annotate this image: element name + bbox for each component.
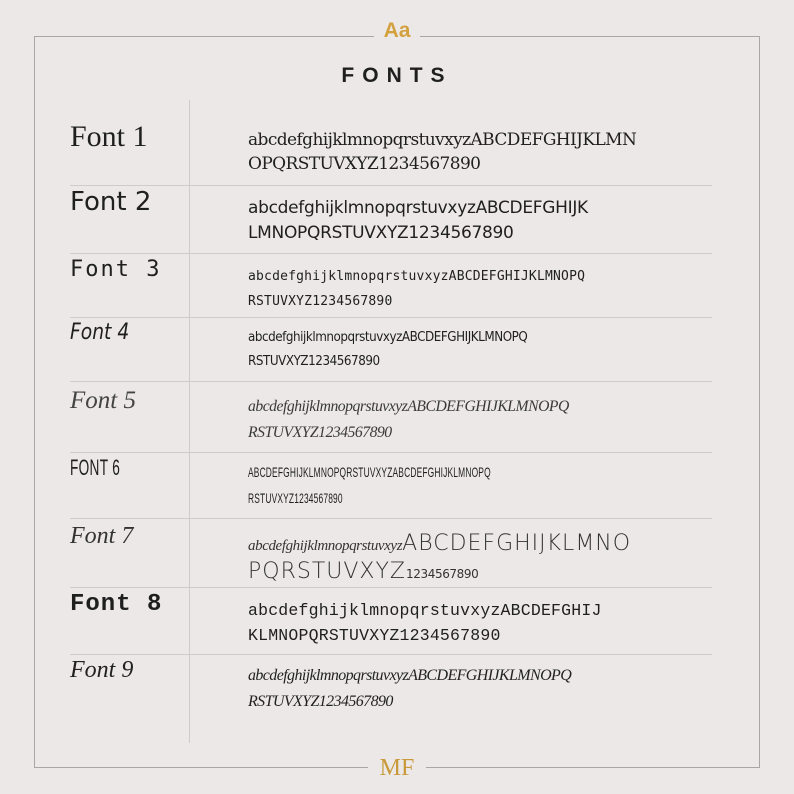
font-sample — [248, 598, 712, 648]
font-name: FONT 6 — [70, 455, 121, 480]
font-name: Font 9 — [70, 657, 134, 683]
sample-line-1: abcdefghijklmnopqrstuvxyzABCDEFGHIJK — [248, 198, 588, 218]
sample-line-2 — [248, 559, 712, 587]
font-sample — [248, 663, 712, 715]
sample-line-2: KLMNOPQRSTUVXYZ1234567890 — [248, 626, 501, 645]
sample-line-2: OPQRSTUVXYZ1234567890 — [248, 154, 481, 174]
font-row-4 — [70, 318, 712, 382]
sample-uppercase: ABCDEFGHIJKLMNO — [402, 531, 632, 556]
sample-line-1: ABCDEFGHIJKLMNOPQRSTUVXYZABCDEFGHIJKLMNOPQ — [248, 464, 491, 480]
sample-line-1 — [248, 531, 712, 559]
font-sample — [248, 459, 526, 511]
font-row-9 — [70, 655, 712, 725]
font-row-7 — [70, 519, 712, 588]
font-name: Font 5 — [70, 387, 136, 414]
sample-line-1: abcdefghijklmnopqrstuvxyzABCDEFGHIJKLMNOPQ — [248, 667, 572, 684]
sample-line-2: RSTUVXYZ1234567890 — [248, 693, 393, 710]
font-row-8 — [70, 588, 712, 655]
font-name: Font 4 — [70, 320, 130, 345]
sample-digits: 1234567890 — [406, 567, 479, 581]
sample-line-2: RSTUVXYZ1234567890 — [248, 424, 392, 441]
font-name: Font 2 — [70, 187, 152, 217]
font-sample — [248, 531, 712, 587]
sample-line-2: RSTUVXYZ1234567890 — [248, 490, 343, 506]
sample-lowercase: abcdefghijklmnopqrstuvxyz — [248, 538, 403, 554]
page-title: FONTS — [341, 64, 453, 87]
font-sample — [248, 128, 712, 176]
aa-badge — [0, 16, 794, 46]
sample-line-2: LMNOPQRSTUVXYZ1234567890 — [248, 223, 514, 243]
sample-line-2: RSTUVXYZ1234567890 — [248, 294, 393, 309]
sample-line-1: abcdefghijklmnopqrstuvxyzABCDEFGHIJKLMN — [248, 130, 637, 150]
font-name: Font 7 — [70, 523, 134, 549]
font-name: Font 8 — [70, 591, 163, 618]
sample-line-1: abcdefghijklmnopqrstuvxyzABCDEFGHIJKLMNOPQ — [248, 330, 528, 345]
font-sample — [248, 264, 712, 314]
sample-line-1: abcdefghijklmnopqrstuvxyzABCDEFGHIJ — [248, 601, 602, 620]
sample-line-1: abcdefghijklmnopqrstuvxyzABCDEFGHIJKLMNOPQ — [248, 269, 586, 284]
sample-line-1: abcdefghijklmnopqrstuvxyzABCDEFGHIJKLMNOPQ — [248, 398, 569, 415]
sample-line-2: RSTUVXYZ1234567890 — [248, 354, 380, 369]
aa-badge-text: Aa — [374, 16, 421, 46]
font-row-5 — [70, 382, 712, 453]
font-name: Font 1 — [70, 120, 148, 153]
font-row-1 — [70, 118, 712, 186]
monogram-logo — [0, 753, 794, 783]
font-row-3 — [70, 254, 712, 318]
sample-uppercase: PQRSTUVXYZ — [248, 559, 407, 584]
monogram-text: MF — [368, 753, 427, 783]
font-row-6 — [70, 453, 712, 519]
font-sample — [248, 326, 675, 374]
font-sample — [248, 196, 712, 246]
font-sample — [248, 394, 703, 446]
font-row-2 — [70, 186, 712, 254]
font-name: Font 3 — [70, 257, 162, 282]
